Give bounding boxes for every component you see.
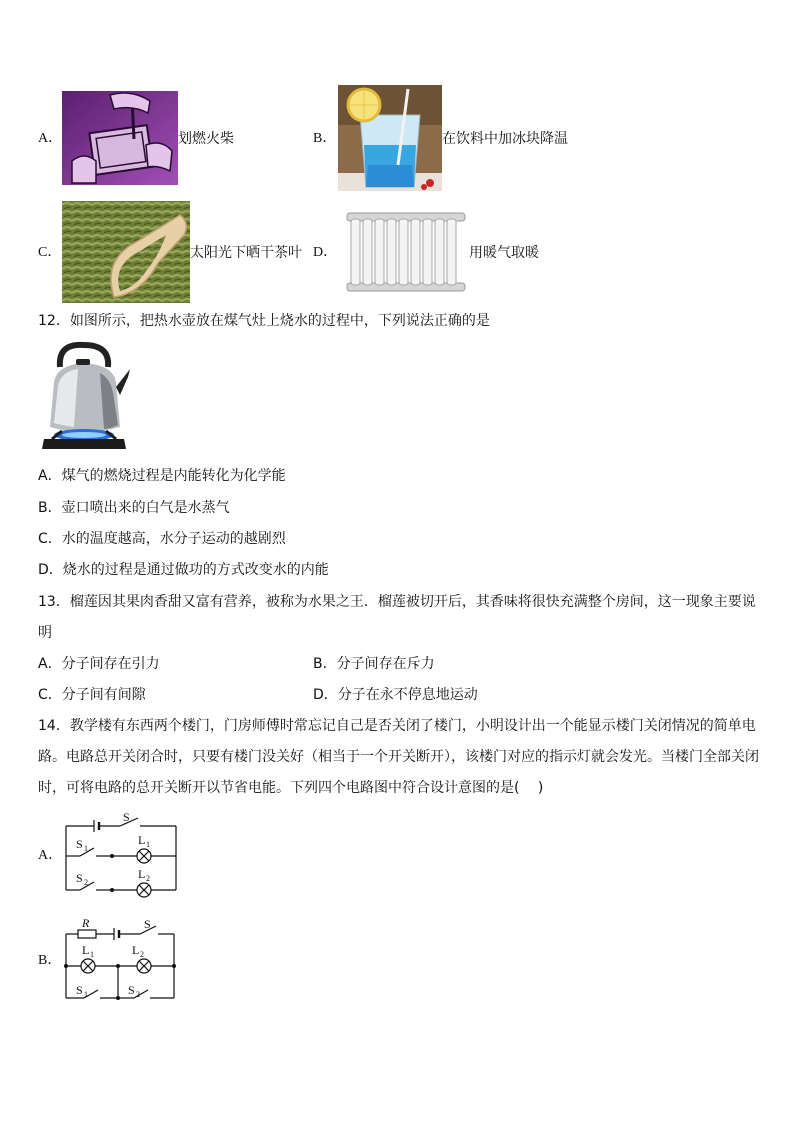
option-letter: B． xyxy=(38,953,62,968)
option-a[interactable]: A．煤气的燃烧过程是内能转化为化学能 xyxy=(38,468,286,484)
label-s1-sub: 1 xyxy=(84,844,88,853)
label-s1-sub: 1 xyxy=(84,990,88,999)
option-b[interactable]: B．分子间存在斥力 xyxy=(313,656,435,672)
label-l1: L xyxy=(138,833,146,847)
option-text: 用暖气取暖 xyxy=(469,245,539,261)
question-stem-line2: 路。电路总开关闭合时，只要有楼门没关好（相当于一个开关断开），该楼门对应的指示灯就会发光。当楼门全部关闭 xyxy=(38,749,759,765)
match-striking-photo xyxy=(62,91,178,185)
option-letter: A． xyxy=(38,131,63,146)
label-s1: S xyxy=(76,983,83,997)
question-stem-line1: 14．教学楼有东西两个楼门，门房师傅时常忘记自己是否关闭了楼门，小明设计出一个能显示楼门关闭情况的简单电 xyxy=(38,718,756,734)
question-stem-line1: 13．榴莲因其果肉香甜又富有营养，被称为水果之王．榴莲被切开后，其香味将很快充满整个房间，这一现象主要说 xyxy=(38,594,756,610)
kettle-on-stove-photo xyxy=(38,339,132,455)
question-stem-line3: 时，可将电路的总开关断开以节省电能。下列四个电路图中符合设计意图的是( ) xyxy=(38,780,544,796)
option-c[interactable]: C．水的温度越高，水分子运动的越剧烈 xyxy=(38,531,286,547)
option-letter: D． xyxy=(313,245,338,260)
label-s2: S xyxy=(76,871,83,885)
option-b[interactable]: B．壶口喷出来的白气是水蒸气 xyxy=(38,500,230,516)
iced-drink-photo xyxy=(338,85,442,191)
label-r: R xyxy=(82,916,90,930)
label-s2-sub: 2 xyxy=(136,990,140,999)
label-l2: L xyxy=(132,943,140,957)
label-l2-sub: 2 xyxy=(146,874,150,883)
question-stem: 12．如图所示，把热水壶放在煤气灶上烧水的过程中，下列说法正确的是 xyxy=(38,313,490,329)
label-l2: L xyxy=(138,867,146,881)
label-l1-sub: 1 xyxy=(146,840,150,849)
option-d[interactable]: D．分子在永不停息地运动 xyxy=(313,687,478,703)
label-l1: L xyxy=(82,943,90,957)
option-letter: C． xyxy=(38,245,62,260)
option-c[interactable]: C．分子间有间隙 xyxy=(38,687,146,703)
option-letter: A． xyxy=(38,848,63,863)
label-s2-sub: 2 xyxy=(84,878,88,887)
tea-leaves-photo xyxy=(62,201,190,303)
option-text: 太阳光下晒干茶叶 xyxy=(190,245,302,261)
label-s1: S xyxy=(76,837,83,851)
label-s: S xyxy=(144,917,151,931)
question-stem-line2: 明 xyxy=(38,625,52,641)
option-text: 在饮料中加冰块降温 xyxy=(442,131,568,147)
option-a[interactable]: A．分子间存在引力 xyxy=(38,656,160,672)
label-l2-sub: 2 xyxy=(140,950,144,959)
label-l1-sub: 1 xyxy=(90,950,94,959)
label-s: S xyxy=(123,810,130,824)
option-letter: B． xyxy=(313,131,337,146)
option-text: 划燃火柴 xyxy=(178,131,234,147)
radiator-photo xyxy=(345,209,467,295)
label-s2: S xyxy=(128,983,135,997)
circuit-diagram-a xyxy=(60,810,182,900)
option-d[interactable]: D．烧水的过程是通过做功的方式改变水的内能 xyxy=(38,562,329,578)
circuit-diagram-b xyxy=(60,914,182,1004)
